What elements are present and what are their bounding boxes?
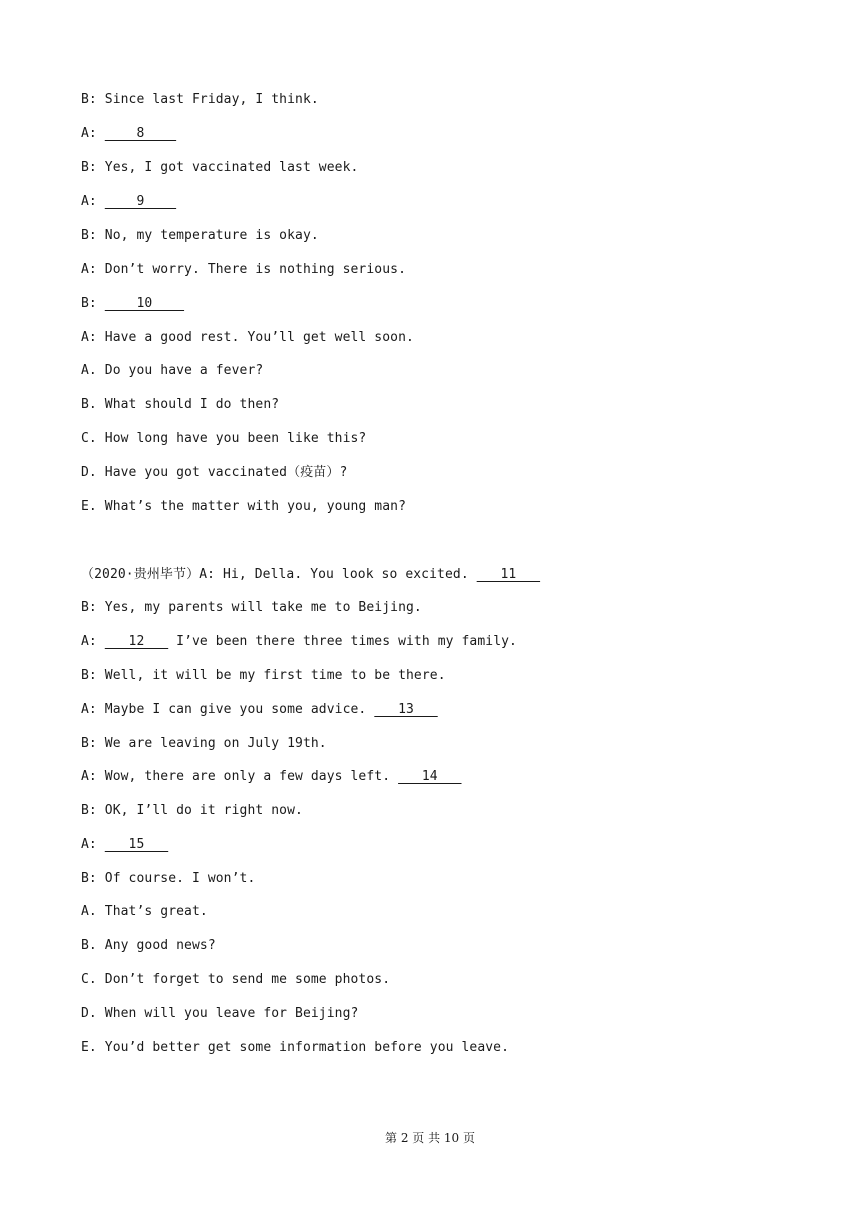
answer-blank-9[interactable]: 9 xyxy=(104,194,177,209)
dialogue-line xyxy=(81,768,462,786)
answer-blank-8[interactable]: 8 xyxy=(104,126,177,141)
dialogue-line xyxy=(81,125,176,143)
dialogue-line: B: Of course. I won’t. xyxy=(81,871,256,886)
dialogue-line: A: Don’t worry. There is nothing serious. xyxy=(81,262,406,277)
option-b: B. Any good news? xyxy=(81,938,216,953)
option-a: A. Do you have a fever? xyxy=(81,363,264,378)
answer-blank-15[interactable]: 15 xyxy=(104,837,169,852)
answer-blank-13[interactable]: 13 xyxy=(374,702,438,717)
dialogue-suffix: I’ve been there three times with my family. xyxy=(168,634,517,649)
dialogue-line: B: We are leaving on July 19th. xyxy=(81,736,327,751)
option-d: D. When will you leave for Beijing? xyxy=(81,1006,359,1021)
option-a: A. That’s great. xyxy=(81,904,208,919)
speaker-prefix: A: xyxy=(81,837,105,852)
dialogue-line: B: OK, I’ll do it right now. xyxy=(81,803,303,818)
dialogue-line xyxy=(81,193,176,211)
option-c: C. Don’t forget to send me some photos. xyxy=(81,972,391,987)
speaker-prefix: A: xyxy=(81,126,105,141)
speaker-prefix: A: Wow, there are only a few days left. xyxy=(81,769,399,784)
question-source: （2020·贵州毕节） xyxy=(81,567,200,582)
speaker-prefix: A: xyxy=(81,634,105,649)
answer-blank-12[interactable]: 12 xyxy=(104,634,169,649)
dialogue-line xyxy=(81,633,517,651)
dialogue-line: B: Yes, I got vaccinated last week. xyxy=(81,160,359,175)
dialogue-line xyxy=(81,701,438,719)
dialogue-line: B: Yes, my parents will take me to Beijing. xyxy=(81,600,422,615)
answer-blank-10[interactable]: 10 xyxy=(104,296,185,311)
option-d: D. Have you got vaccinated（疫苗）? xyxy=(81,465,348,480)
dialogue-line xyxy=(81,836,168,854)
speaker-prefix: A: xyxy=(81,194,105,209)
option-e: E. What’s the matter with you, young man? xyxy=(81,499,406,514)
dialogue-line xyxy=(81,295,184,313)
speaker-prefix: B: xyxy=(81,296,105,311)
dialogue-line: A: Have a good rest. You’ll get well soon. xyxy=(81,330,414,345)
option-c: C. How long have you been like this? xyxy=(81,431,367,446)
answer-blank-14[interactable]: 14 xyxy=(398,769,462,784)
speaker-prefix: A: Hi, Della. You look so excited. xyxy=(199,567,477,582)
dialogue-line: B: No, my temperature is okay. xyxy=(81,228,319,243)
dialogue-line: B: Since last Friday, I think. xyxy=(81,92,319,107)
speaker-prefix: A: Maybe I can give you some advice. xyxy=(81,702,375,717)
dialogue-line xyxy=(81,566,540,584)
answer-blank-11[interactable]: 11 xyxy=(476,567,541,582)
option-e: E. You’d better get some information before you leave. xyxy=(81,1040,510,1055)
page-footer: 第 2 页 共 10 页 xyxy=(385,1131,475,1145)
option-b: B. What should I do then? xyxy=(81,397,280,412)
dialogue-line: B: Well, it will be my first time to be there. xyxy=(81,668,446,683)
